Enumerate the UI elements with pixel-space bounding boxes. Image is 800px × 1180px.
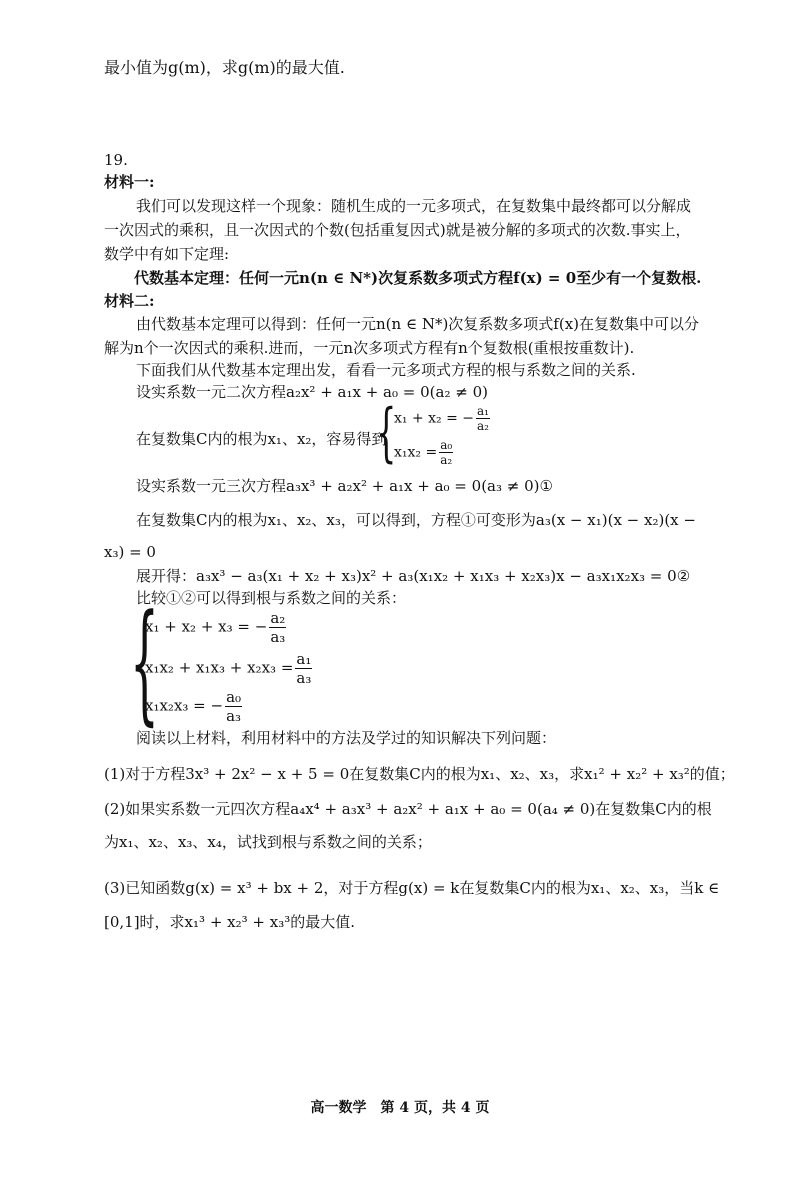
material1-paragraph-1: 我们可以发现这样一个现象：随机生成的一元多项式，在复数集中最终都可以分解成 [136,197,692,215]
expansion-line: 展开得：a₃x³ − a₃(x₁ + x₂ + x₃)x² + a₃(x₁x₂ + x₁x₃ + x₂x₃)x − a₃x₁x₂x₃ = 0② [136,567,691,585]
comparison-line: 比较①②可以得到根与系数之间的关系： [136,589,407,607]
material1-paragraph-2: 一次因式的乘积，且一次因式的个数(包括重复因式)就是被分解的多项式的次数.事实上， [104,221,691,239]
cubic-relation-sum [145,609,288,646]
material2-heading: 材料二: [104,292,155,310]
fraction-numerator: a₂ [270,609,286,627]
fraction-denominator: a₂ [440,453,453,467]
cubic-roots-continuation: x₃) = 0 [104,543,156,561]
part-3-line-2: [0,1]时，求x₁³ + x₂³ + x₃³的最大值. [104,913,355,931]
cubic-roots-text: 在复数集C内的根为x₁、x₂、x₃，可以得到，方程①可变形为a₃(x − x₁)(x − x₂)(x − [136,511,696,529]
fraction-denominator: a₃ [226,707,242,725]
material2-paragraph-3: 下面我们从代数基本定理出发，看看一元多项式方程的根与系数之间的关系. [136,361,636,379]
fraction-numerator: a₀ [226,688,242,706]
quadratic-product-lhs: x₁x₂ = [394,444,438,461]
fraction-numerator: a₁ [296,650,312,668]
fraction-denominator: a₃ [296,669,312,687]
question-number: 19. [104,151,128,169]
page-footer: 高一数学 第 4 页，共 4 页 [310,1100,490,1116]
quadratic-system-brace: { [376,396,397,470]
part-2-line-1: (2)如果实系数一元四次方程a₄x⁴ + a₃x³ + a₂x² + a₁x + a₀ = 0(a₄ ≠ 0)在复数集C内的根 [104,800,712,818]
material2-paragraph-2: 解为n个一次因式的乘积.进而，一元n次多项式方程有n个复数根(重根按重数计). [104,339,635,357]
material1-heading: 材料一: [104,173,155,191]
quadratic-sum-fraction [476,404,490,433]
cubic-pair-sum-lhs: x₁x₂ + x₁x₃ + x₂x₃ = [145,658,294,677]
cubic-setup: 设实系数一元三次方程a₃x³ + a₂x² + a₁x + a₀ = 0(a₃ ≠ 0)① [136,477,553,495]
quadratic-roots-text: 在复数集C内的根为x₁、x₂，容易得到 [136,430,387,448]
cubic-pair-sum-fraction [295,650,312,687]
part-1: (1)对于方程3x³ + 2x² − x + 5 = 0在复数集C内的根为x₁、x₂、x₃，求x₁² + x₂² + x₃²的值； [104,765,735,783]
cubic-product-lhs: x₁x₂x₃ = − [145,696,224,715]
quadratic-product-fraction [439,438,453,467]
cubic-relation-pair-sum [145,650,314,687]
instruction-line: 阅读以上材料，利用材料中的方法及学过的知识解决下列问题： [136,729,557,747]
fraction-denominator: a₃ [270,628,286,646]
quadratic-sum-lhs: x₁ + x₂ = − [394,410,475,427]
part-3-line-1: (3)已知函数g(x) = x³ + bx + 2，对于方程g(x) = k在复数集C内的根为x₁、x₂、x₃，当k ∈ [104,879,720,897]
cubic-sum-lhs: x₁ + x₂ + x₃ = − [145,617,268,636]
material2-paragraph-1: 由代数基本定理可以得到：任何一元n(n ∈ N*)次复系数多项式f(x)在复数集中可以分 [136,315,700,333]
theorem-statement: 代数基本定理：任何一元n(n ∈ N*)次复系数多项式方程f(x) = 0至少有一个复数根. [134,269,702,287]
top-line: 最小值为g(m)，求g(m)的最大值. [104,58,345,77]
part-2-line-2: 为x₁、x₂、x₃、x₄，试找到根与系数之间的关系； [104,833,432,851]
quadratic-setup: 设实系数一元二次方程a₂x² + a₁x + a₀ = 0(a₂ ≠ 0) [136,383,488,401]
quadratic-relation-sum [394,404,492,433]
cubic-relation-product [145,688,244,725]
fraction-denominator: a₂ [477,419,489,433]
cubic-product-fraction [225,688,242,725]
cubic-system-brace: { [130,586,159,738]
fraction-numerator: a₁ [477,404,489,418]
cubic-sum-fraction [269,609,286,646]
fraction-numerator: a₀ [440,438,453,452]
quadratic-relation-product [394,438,455,467]
material1-paragraph-3: 数学中有如下定理: [104,245,230,263]
